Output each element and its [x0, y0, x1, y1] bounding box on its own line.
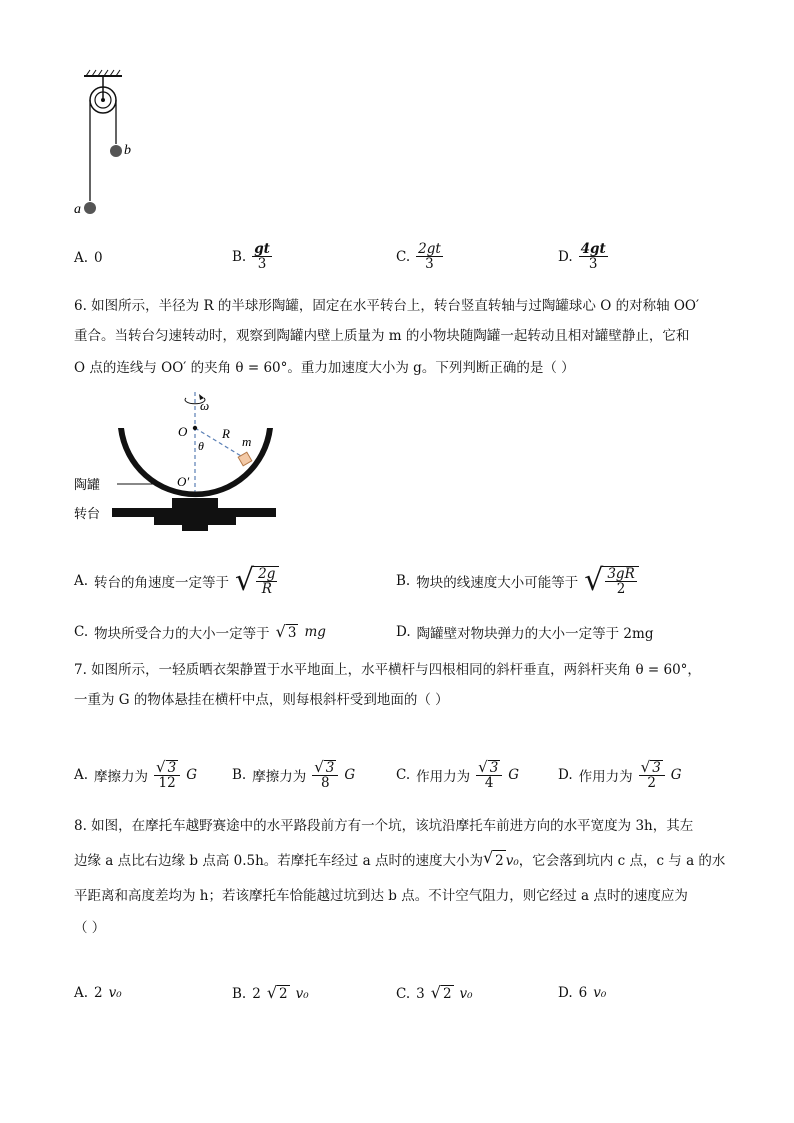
q7-option-a[interactable]: A. 摩擦力为 √ 3 12 G — [74, 758, 197, 792]
sqrt-expression: √ $\frac{2g}{R}$ — [235, 566, 279, 596]
q7-line-2: 一重为 G 的物体悬挂在横杆中点，则每根斜杆受到地面的（ ） — [74, 692, 449, 708]
fraction: $\frac{2gt}{3}$ — [418, 241, 441, 273]
q8-line-4: （ ） — [74, 920, 106, 936]
q6-line-1: 6. 如图所示，半径为 R 的半球形陶罐，固定在水平转台上，转台竖直转轴与过陶罐球心 O 的对称轴 OO′ — [74, 298, 700, 314]
q8-line-1: 8. 如图，在摩托车越野赛途中的水平路段前方有一个坑，该坑沿摩托车前进方向的水平宽度为 3h，其左 — [74, 818, 694, 834]
label-turntable: 转台 — [74, 507, 101, 522]
q7-option-b[interactable]: B. 摩擦力为 √ 3 8 G — [232, 758, 356, 792]
q8-option-a[interactable]: A. 2 v₀ — [74, 985, 122, 1001]
label-b: b — [124, 143, 131, 158]
label-m: m — [242, 434, 252, 449]
label-theta: θ — [198, 439, 204, 453]
label-omega: ω — [200, 398, 210, 413]
q8-line-3: 平距离和高度差均为 h；若该摩托车恰能越过坑到达 b 点。不计空气阻力，则它经过 a 点时的速度应为 — [74, 888, 688, 904]
q6-option-c[interactable]: C. 物块所受合力的大小一定等于 √ 3 mg — [74, 621, 326, 642]
q5-option-c[interactable]: C. $\frac{2gt}{3}$ — [396, 241, 441, 273]
sqrt-expression: √ $\frac{3gR}{2}$ — [584, 566, 639, 596]
q5-option-a[interactable]: A. 0 — [74, 250, 103, 266]
fraction: $\frac{4gt}{3}$ — [580, 241, 606, 273]
label-O-prime: O′ — [177, 474, 190, 489]
q7-line-1: 7. 如图所示，一轻质晒衣架静置于水平地面上，水平横杆与四根相同的斜杆垂直，两斜杆夹角 θ = 60°， — [74, 662, 701, 678]
pulley-figure — [70, 68, 150, 228]
q5-option-b[interactable]: B. $\frac{gt}{3}$ — [232, 241, 270, 273]
q6-option-a[interactable]: A. 转台的角速度一定等于 √ $\frac{2g}{R}$ — [74, 566, 279, 596]
q6-line-2: 重合。当转台匀速转动时，观察到陶罐内壁上质量为 m 的小物块随陶罐一起转动且相对罐壁静止，它和 — [74, 328, 690, 344]
jar-turntable-figure — [72, 388, 282, 538]
label-a: a — [74, 202, 81, 217]
q5-option-d[interactable]: D. $\frac{4gt}{3}$ — [558, 241, 606, 273]
q8-line-2: 边缘 a 点比右边缘 b 点高 0.5h。若摩托车经过 a 点时的速度大小为 √ 2 v₀ ，它会落到坑内 c 点，c 与 a 的水 — [74, 848, 726, 869]
q6-line-3: O 点的连线与 OO′ 的夹角 θ = 60°。重力加速度大小为 g。下列判断正确的是（ ） — [74, 360, 575, 376]
label-R: R — [222, 426, 230, 441]
q8-option-c[interactable]: C. 3 √ 2 v₀ — [396, 983, 473, 1002]
q7-option-d[interactable]: D. 作用力为 √ 3 2 G — [558, 758, 682, 792]
q8-option-d[interactable]: D. 6 v₀ — [558, 985, 607, 1001]
q6-option-b[interactable]: B. 物块的线速度大小可能等于 √ $\frac{3gR}{2}$ — [396, 566, 639, 596]
label-O: O — [178, 424, 188, 439]
q6-option-d[interactable]: D. 陶罐壁对物块弹力的大小一定等于 2mg — [396, 624, 654, 642]
q7-option-c[interactable]: C. 作用力为 √ 3 4 G — [396, 758, 520, 792]
fraction: $\frac{gt}{3}$ — [254, 241, 270, 273]
q8-option-b[interactable]: B. 2 √ 2 v₀ — [232, 983, 309, 1002]
label-jar: 陶罐 — [74, 478, 101, 493]
